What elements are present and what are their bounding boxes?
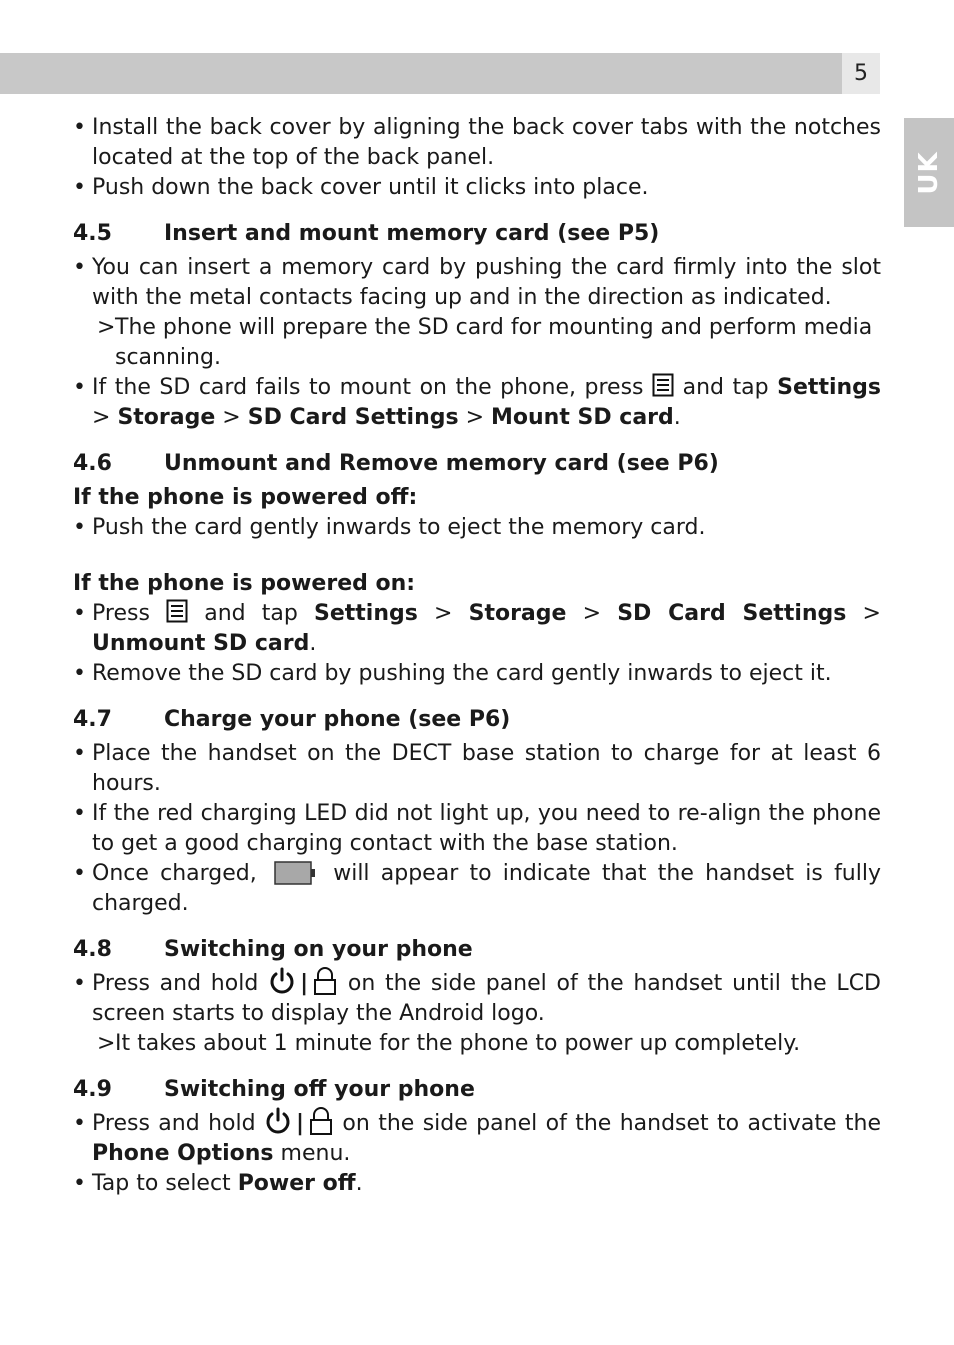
path-separator: > bbox=[92, 405, 111, 430]
menu-path-sd-card-settings: SD Card Settings bbox=[617, 601, 847, 626]
page-number: 5 bbox=[842, 53, 880, 94]
power-icon bbox=[268, 966, 296, 996]
section-title: Charge your phone (see P6) bbox=[164, 707, 511, 732]
section-title: Insert and mount memory card (see P5) bbox=[164, 221, 660, 246]
text: Press bbox=[92, 601, 150, 626]
battery-full-icon bbox=[274, 861, 316, 885]
section-title: Switching off your phone bbox=[164, 1077, 475, 1102]
s49-bullet-2 bbox=[73, 1169, 881, 1199]
s47-bullet-1: • Place the handset on the DECT base station to charge for at least 6 hours. bbox=[73, 739, 881, 799]
s45-bullet-1-result: > The phone will prepare the SD card for mounting and perform media scanning. bbox=[73, 313, 881, 373]
s46-off-bullet-1: • Push the card gently inwards to eject the memory card. bbox=[73, 513, 881, 543]
header-bar bbox=[0, 53, 880, 94]
path-separator: > bbox=[434, 601, 453, 626]
menu-icon bbox=[652, 373, 674, 397]
menu-power-off: Power off bbox=[237, 1171, 356, 1196]
path-separator: > bbox=[582, 601, 602, 626]
powered-on-label: If the phone is powered on: bbox=[73, 571, 416, 596]
text: and tap bbox=[682, 375, 769, 400]
path-separator: > bbox=[222, 405, 241, 430]
menu-path-sd-card-settings: SD Card Settings bbox=[247, 405, 459, 430]
section-heading-4-8 bbox=[73, 935, 881, 965]
s48-bullet-1-result: > It takes about 1 minute for the phone to power up completely. bbox=[73, 1029, 881, 1059]
text: and tap bbox=[204, 601, 298, 626]
path-separator: > bbox=[862, 601, 881, 626]
s48-bullet-1 bbox=[73, 969, 881, 1029]
section-heading-4-6 bbox=[73, 449, 881, 479]
text: on the side panel of the handset until the LCD screen starts to display the Android logo. bbox=[92, 971, 881, 1026]
section-number: 4.5 bbox=[73, 221, 112, 246]
section-heading-4-7 bbox=[73, 705, 881, 735]
section-heading-4-9 bbox=[73, 1075, 881, 1105]
text: will appear to indicate that the handset is fully charged. bbox=[92, 861, 881, 916]
s46-on-bullet-2: • Remove the SD card by pushing the card gently inwards to eject it. bbox=[73, 659, 881, 689]
page-content bbox=[73, 113, 881, 1199]
language-tab-label: UK bbox=[914, 150, 944, 195]
menu-phone-options: Phone Options bbox=[92, 1141, 274, 1166]
path-separator: > bbox=[465, 405, 485, 430]
period: . bbox=[355, 1171, 363, 1196]
s45-bullet-2 bbox=[73, 373, 881, 433]
s47-bullet-2: • If the red charging LED did not light up, you need to re-align the phone to get a good charging contact with the base station. bbox=[73, 799, 881, 859]
text: Once charged, bbox=[92, 861, 257, 886]
section-number: 4.9 bbox=[73, 1077, 112, 1102]
power-icon bbox=[264, 1106, 292, 1136]
text: on the side panel of the handset to activate the bbox=[342, 1111, 882, 1136]
menu-path-settings: Settings bbox=[314, 601, 418, 626]
text: Press and hold bbox=[92, 1111, 256, 1136]
section-title: Unmount and Remove memory card (see P6) bbox=[164, 451, 719, 476]
menu-path-storage: Storage bbox=[117, 405, 216, 430]
text: If the SD card fails to mount on the phone, press bbox=[92, 375, 644, 400]
section-number: 4.7 bbox=[73, 707, 112, 732]
intro-bullet-1: • Install the back cover by aligning the back cover tabs with the notches located at the top of the back panel. bbox=[73, 113, 881, 173]
language-tab bbox=[904, 118, 954, 227]
menu-path-settings: Settings bbox=[777, 375, 882, 400]
separator-pipe: | bbox=[300, 971, 309, 996]
s49-bullet-1 bbox=[73, 1109, 881, 1169]
section-heading-4-5 bbox=[73, 219, 881, 249]
text: Press and hold bbox=[92, 971, 259, 996]
powered-off-label: If the phone is powered off: bbox=[73, 485, 418, 510]
menu-icon bbox=[166, 599, 188, 623]
lock-icon bbox=[312, 966, 338, 996]
lock-icon bbox=[308, 1106, 334, 1136]
menu-path-storage: Storage bbox=[468, 601, 567, 626]
section-title: Switching on your phone bbox=[164, 937, 473, 962]
section-number: 4.6 bbox=[73, 451, 112, 476]
s47-bullet-3 bbox=[73, 859, 881, 919]
s46-on-bullet-1 bbox=[73, 599, 881, 659]
period: . bbox=[309, 631, 317, 656]
text: menu. bbox=[280, 1141, 351, 1166]
intro-bullet-2: • Push down the back cover until it clicks into place. bbox=[73, 173, 881, 203]
menu-path-unmount-sd-card: Unmount SD card bbox=[92, 631, 310, 656]
separator-pipe: | bbox=[295, 1111, 305, 1136]
text: Tap to select bbox=[92, 1171, 231, 1196]
section-number: 4.8 bbox=[73, 937, 112, 962]
period: . bbox=[673, 405, 681, 430]
s45-bullet-1: • You can insert a memory card by pushing the card firmly into the slot with the metal contacts facing up and in the direction as indicated. bbox=[73, 253, 881, 313]
menu-path-mount-sd-card: Mount SD card bbox=[491, 405, 674, 430]
